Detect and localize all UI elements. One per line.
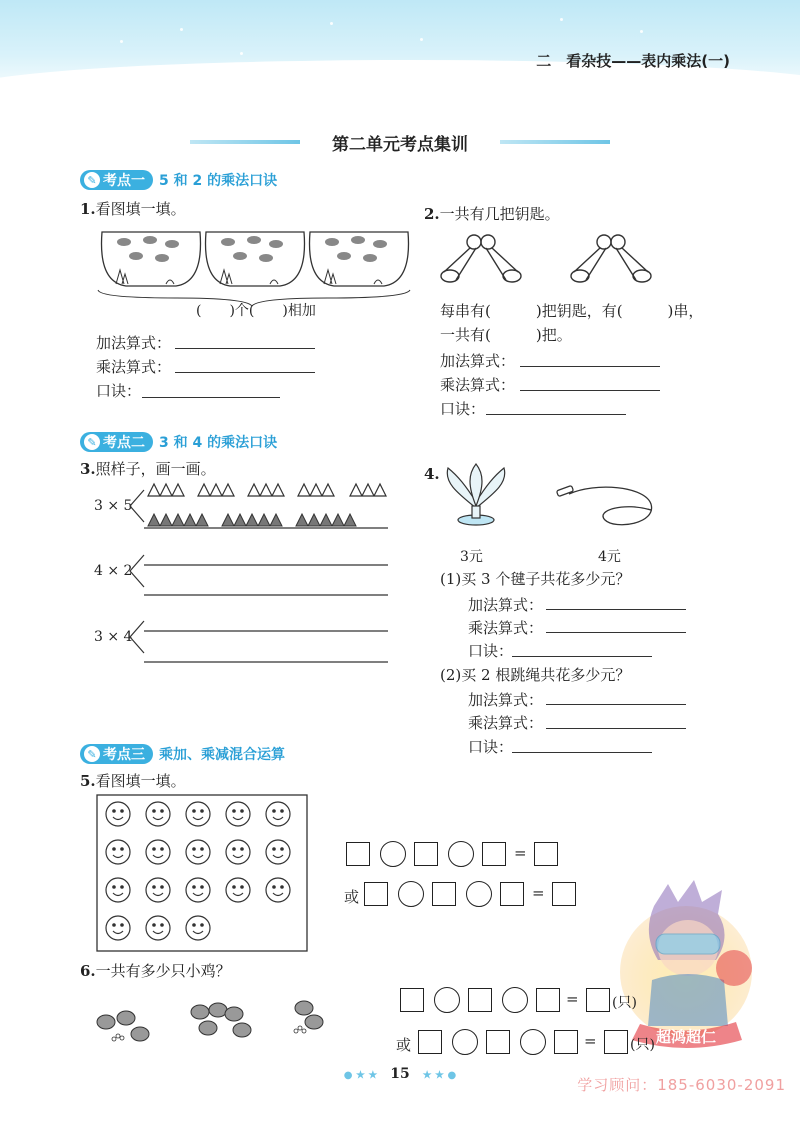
q5-box-2[interactable] <box>414 842 438 866</box>
pencil-icon: ✎ <box>84 746 100 762</box>
q5-equals: = <box>514 844 527 862</box>
mascot-illustration <box>612 876 762 1060</box>
q1-add-blank[interactable] <box>175 348 315 349</box>
q2-rhyme-blank[interactable] <box>486 414 626 415</box>
q6-alt-box-3[interactable] <box>554 1030 578 1054</box>
q5-answer-box[interactable] <box>534 842 558 866</box>
page-title: 第二单元考点集训 <box>332 135 468 155</box>
q2-line1: 每串有( )把钥匙，有( )串， <box>440 302 704 320</box>
q6-prompt: 6.一共有多少只小鸡？ <box>80 962 231 980</box>
q2-mul-blank[interactable] <box>520 390 660 391</box>
q6-alt-equals: = <box>584 1032 597 1050</box>
smiley-face <box>146 840 170 864</box>
q6-box-3[interactable] <box>536 988 560 1012</box>
section-badge-1: ✎ 考点一 5 和 2 的乘法口诀 <box>80 170 277 190</box>
smiley-face <box>106 802 130 826</box>
smiley-face <box>186 802 210 826</box>
q5-alt-box-2[interactable] <box>432 882 456 906</box>
smiley-face <box>226 878 250 902</box>
fish-bowls-illustration <box>96 222 416 312</box>
q3-row1-label: 3 × 5 <box>94 498 133 514</box>
smiley-face <box>226 840 250 864</box>
q6-box-2[interactable] <box>468 988 492 1012</box>
q2-mul-label: 乘法算式： <box>440 376 516 394</box>
smiley-grid <box>96 794 308 954</box>
q1-mul-blank[interactable] <box>175 372 315 373</box>
q1-brace-label: ( )个( )相加 <box>196 303 316 319</box>
q5-or-label: 或 <box>344 888 360 906</box>
smiley-face <box>106 878 130 902</box>
q6-alt-operator-2[interactable] <box>520 1029 546 1055</box>
smiley-face <box>106 840 130 864</box>
q5-alt-equals: = <box>532 884 545 902</box>
q5-alt-answer-box[interactable] <box>552 882 576 906</box>
q6-or-label: 或 <box>396 1036 412 1054</box>
q3-row3-label: 3 × 4 <box>94 629 133 645</box>
shuttlecock-price: 3元 <box>460 549 483 565</box>
smiley-face <box>266 840 290 864</box>
q4-sub2-rhyme-blank[interactable] <box>512 752 652 753</box>
q4-sub2-add-blank[interactable] <box>546 704 686 705</box>
q2-prompt: 2.一共有几把钥匙。 <box>424 205 560 223</box>
q6-alt-box-1[interactable] <box>418 1030 442 1054</box>
q4-sub1-add-label: 加法算式： <box>468 596 544 614</box>
page-number: ● ★ ★ 15 ★ ★ ● <box>343 1066 457 1082</box>
q4-sub2-mul-label: 乘法算式： <box>468 714 544 732</box>
shuttlecock-icon <box>436 462 516 532</box>
q6-operator-1[interactable] <box>434 987 460 1013</box>
smiley-face <box>146 878 170 902</box>
q6-operator-2[interactable] <box>502 987 528 1013</box>
q5-alt-operator-1[interactable] <box>398 881 424 907</box>
chicks-illustration <box>92 994 342 1046</box>
q5-operator-2[interactable] <box>448 841 474 867</box>
smiley-face <box>186 916 210 940</box>
keys-illustration <box>436 232 666 292</box>
chapter-title: 二 看杂技——表内乘法(一) <box>536 52 730 70</box>
section-badge-2: ✎ 考点二 3 和 4 的乘法口诀 <box>80 432 277 452</box>
q6-box-1[interactable] <box>400 988 424 1012</box>
q4-sub2: (2)买 2 根跳绳共花多少元？ <box>440 666 631 684</box>
q5-alt-box-1[interactable] <box>364 882 388 906</box>
section-badge-3: ✎ 考点三 乘加、乘减混合运算 <box>80 744 285 764</box>
q4-sub2-rhyme-label: 口诀： <box>468 738 514 756</box>
q1-rhyme-label: 口诀： <box>96 382 142 400</box>
q1-prompt: 1.看图填一填。 <box>80 200 186 218</box>
q6-alt-unit: (只) <box>630 1037 655 1053</box>
q1-add-label: 加法算式： <box>96 334 172 352</box>
smiley-face <box>266 802 290 826</box>
mascot-ribbon-text: 超鸿超仁 <box>655 1028 717 1046</box>
pencil-icon: ✎ <box>84 172 100 188</box>
jump-rope-price: 4元 <box>598 549 621 565</box>
q4-sub1-rhyme-blank[interactable] <box>512 656 652 657</box>
q6-answer-box[interactable] <box>586 988 610 1012</box>
q4-sub2-add-label: 加法算式： <box>468 691 544 709</box>
q5-alt-box-3[interactable] <box>500 882 524 906</box>
q5-alt-operator-2[interactable] <box>466 881 492 907</box>
q2-add-label: 加法算式： <box>440 352 516 370</box>
q3-prompt: 3.照样子，画一画。 <box>80 460 216 478</box>
smiley-face <box>186 840 210 864</box>
q4-sub1-mul-blank[interactable] <box>546 632 686 633</box>
q5-operator-1[interactable] <box>380 841 406 867</box>
q6-equals: = <box>566 990 579 1008</box>
q1-rhyme-blank[interactable] <box>142 397 280 398</box>
q5-prompt: 5.看图填一填。 <box>80 772 186 790</box>
jump-rope-icon <box>555 480 665 532</box>
q4-sub2-mul-blank[interactable] <box>546 728 686 729</box>
q4-sub1-mul-label: 乘法算式： <box>468 619 544 637</box>
q6-alt-box-2[interactable] <box>486 1030 510 1054</box>
q4-sub1-rhyme-label: 口诀： <box>468 642 514 660</box>
smiley-face <box>106 916 130 940</box>
pencil-icon: ✎ <box>84 434 100 450</box>
smiley-face <box>266 878 290 902</box>
q3-drawing-area <box>126 478 396 678</box>
q3-row2-label: 4 × 2 <box>94 563 133 579</box>
smiley-face <box>146 916 170 940</box>
q4-sub1: (1)买 3 个毽子共花多少元？ <box>440 570 631 588</box>
q4-number: 4. <box>424 465 440 483</box>
q5-box-1[interactable] <box>346 842 370 866</box>
smiley-face <box>226 802 250 826</box>
q6-alt-answer-box[interactable] <box>604 1030 628 1054</box>
smiley-face <box>186 878 210 902</box>
q6-alt-operator-1[interactable] <box>452 1029 478 1055</box>
consultant-watermark: 学习顾问：185-6030-2091 <box>577 1076 786 1094</box>
q4-sub1-add-blank[interactable] <box>546 609 686 610</box>
q1-mul-label: 乘法算式： <box>96 358 172 376</box>
q6-unit: (只) <box>612 995 637 1011</box>
smiley-face <box>146 802 170 826</box>
q5-box-3[interactable] <box>482 842 506 866</box>
q2-line2: 一共有( )把。 <box>440 326 572 344</box>
q2-rhyme-label: 口诀： <box>440 400 486 418</box>
q2-add-blank[interactable] <box>520 366 660 367</box>
